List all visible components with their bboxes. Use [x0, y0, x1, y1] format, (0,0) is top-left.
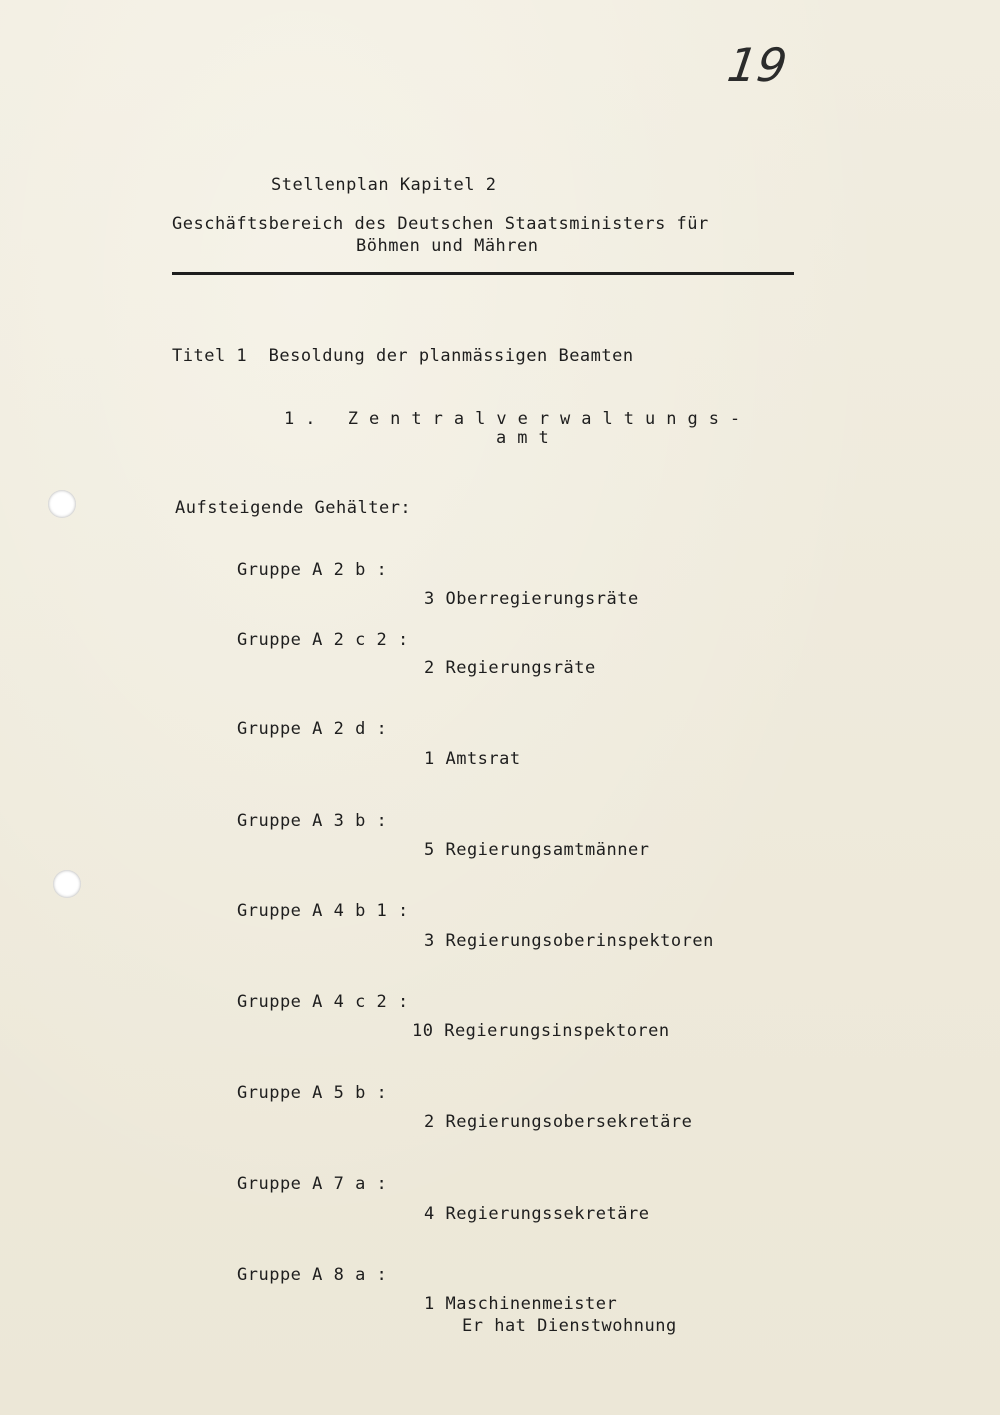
header-line-1: Stellenplan Kapitel 2	[271, 175, 497, 195]
punch-hole-top	[48, 490, 76, 518]
group-label: Gruppe A 3 b :	[237, 811, 388, 831]
group-value: 10 Regierungsinspektoren	[412, 1021, 670, 1041]
group-label: Gruppe A 8 a :	[237, 1265, 388, 1285]
section-heading-line-2: amt	[496, 428, 560, 448]
group-value: 2 Regierungsobersekretäre	[424, 1112, 693, 1132]
group-value: 4 Regierungssekretäre	[424, 1204, 650, 1224]
header-line-3: Böhmen und Mähren	[356, 236, 539, 256]
group-label: Gruppe A 2 d :	[237, 719, 388, 739]
group-label: Gruppe A 7 a :	[237, 1174, 388, 1194]
group-value: 1 Amtsrat	[424, 749, 521, 769]
group-value: 3 Regierungsoberinspektoren	[424, 931, 714, 951]
group-label: Gruppe A 2 c 2 :	[237, 630, 409, 650]
group-value: 5 Regierungsamtmänner	[424, 840, 650, 860]
group-label: Gruppe A 4 b 1 :	[237, 901, 409, 921]
group-label: Gruppe A 2 b :	[237, 560, 388, 580]
group-label: Gruppe A 5 b :	[237, 1083, 388, 1103]
intro-text: Aufsteigende Gehälter:	[175, 498, 412, 518]
group-value: 1 Maschinenmeister	[424, 1294, 618, 1314]
page-number: 19	[724, 38, 791, 92]
punch-hole-bottom	[53, 870, 81, 898]
section-heading-line-1: 1. Zentralverwaltungs-	[284, 409, 752, 429]
group-note: Er hat Dienstwohnung	[462, 1316, 677, 1336]
header-line-2: Geschäftsbereich des Deutschen Staatsministers für	[172, 214, 709, 234]
group-value: 2 Regierungsräte	[424, 658, 596, 678]
title-line: Titel 1 Besoldung der planmässigen Beamten	[172, 346, 634, 366]
header-rule	[172, 272, 794, 275]
group-value: 3 Oberregierungsräte	[424, 589, 639, 609]
group-label: Gruppe A 4 c 2 :	[237, 992, 409, 1012]
